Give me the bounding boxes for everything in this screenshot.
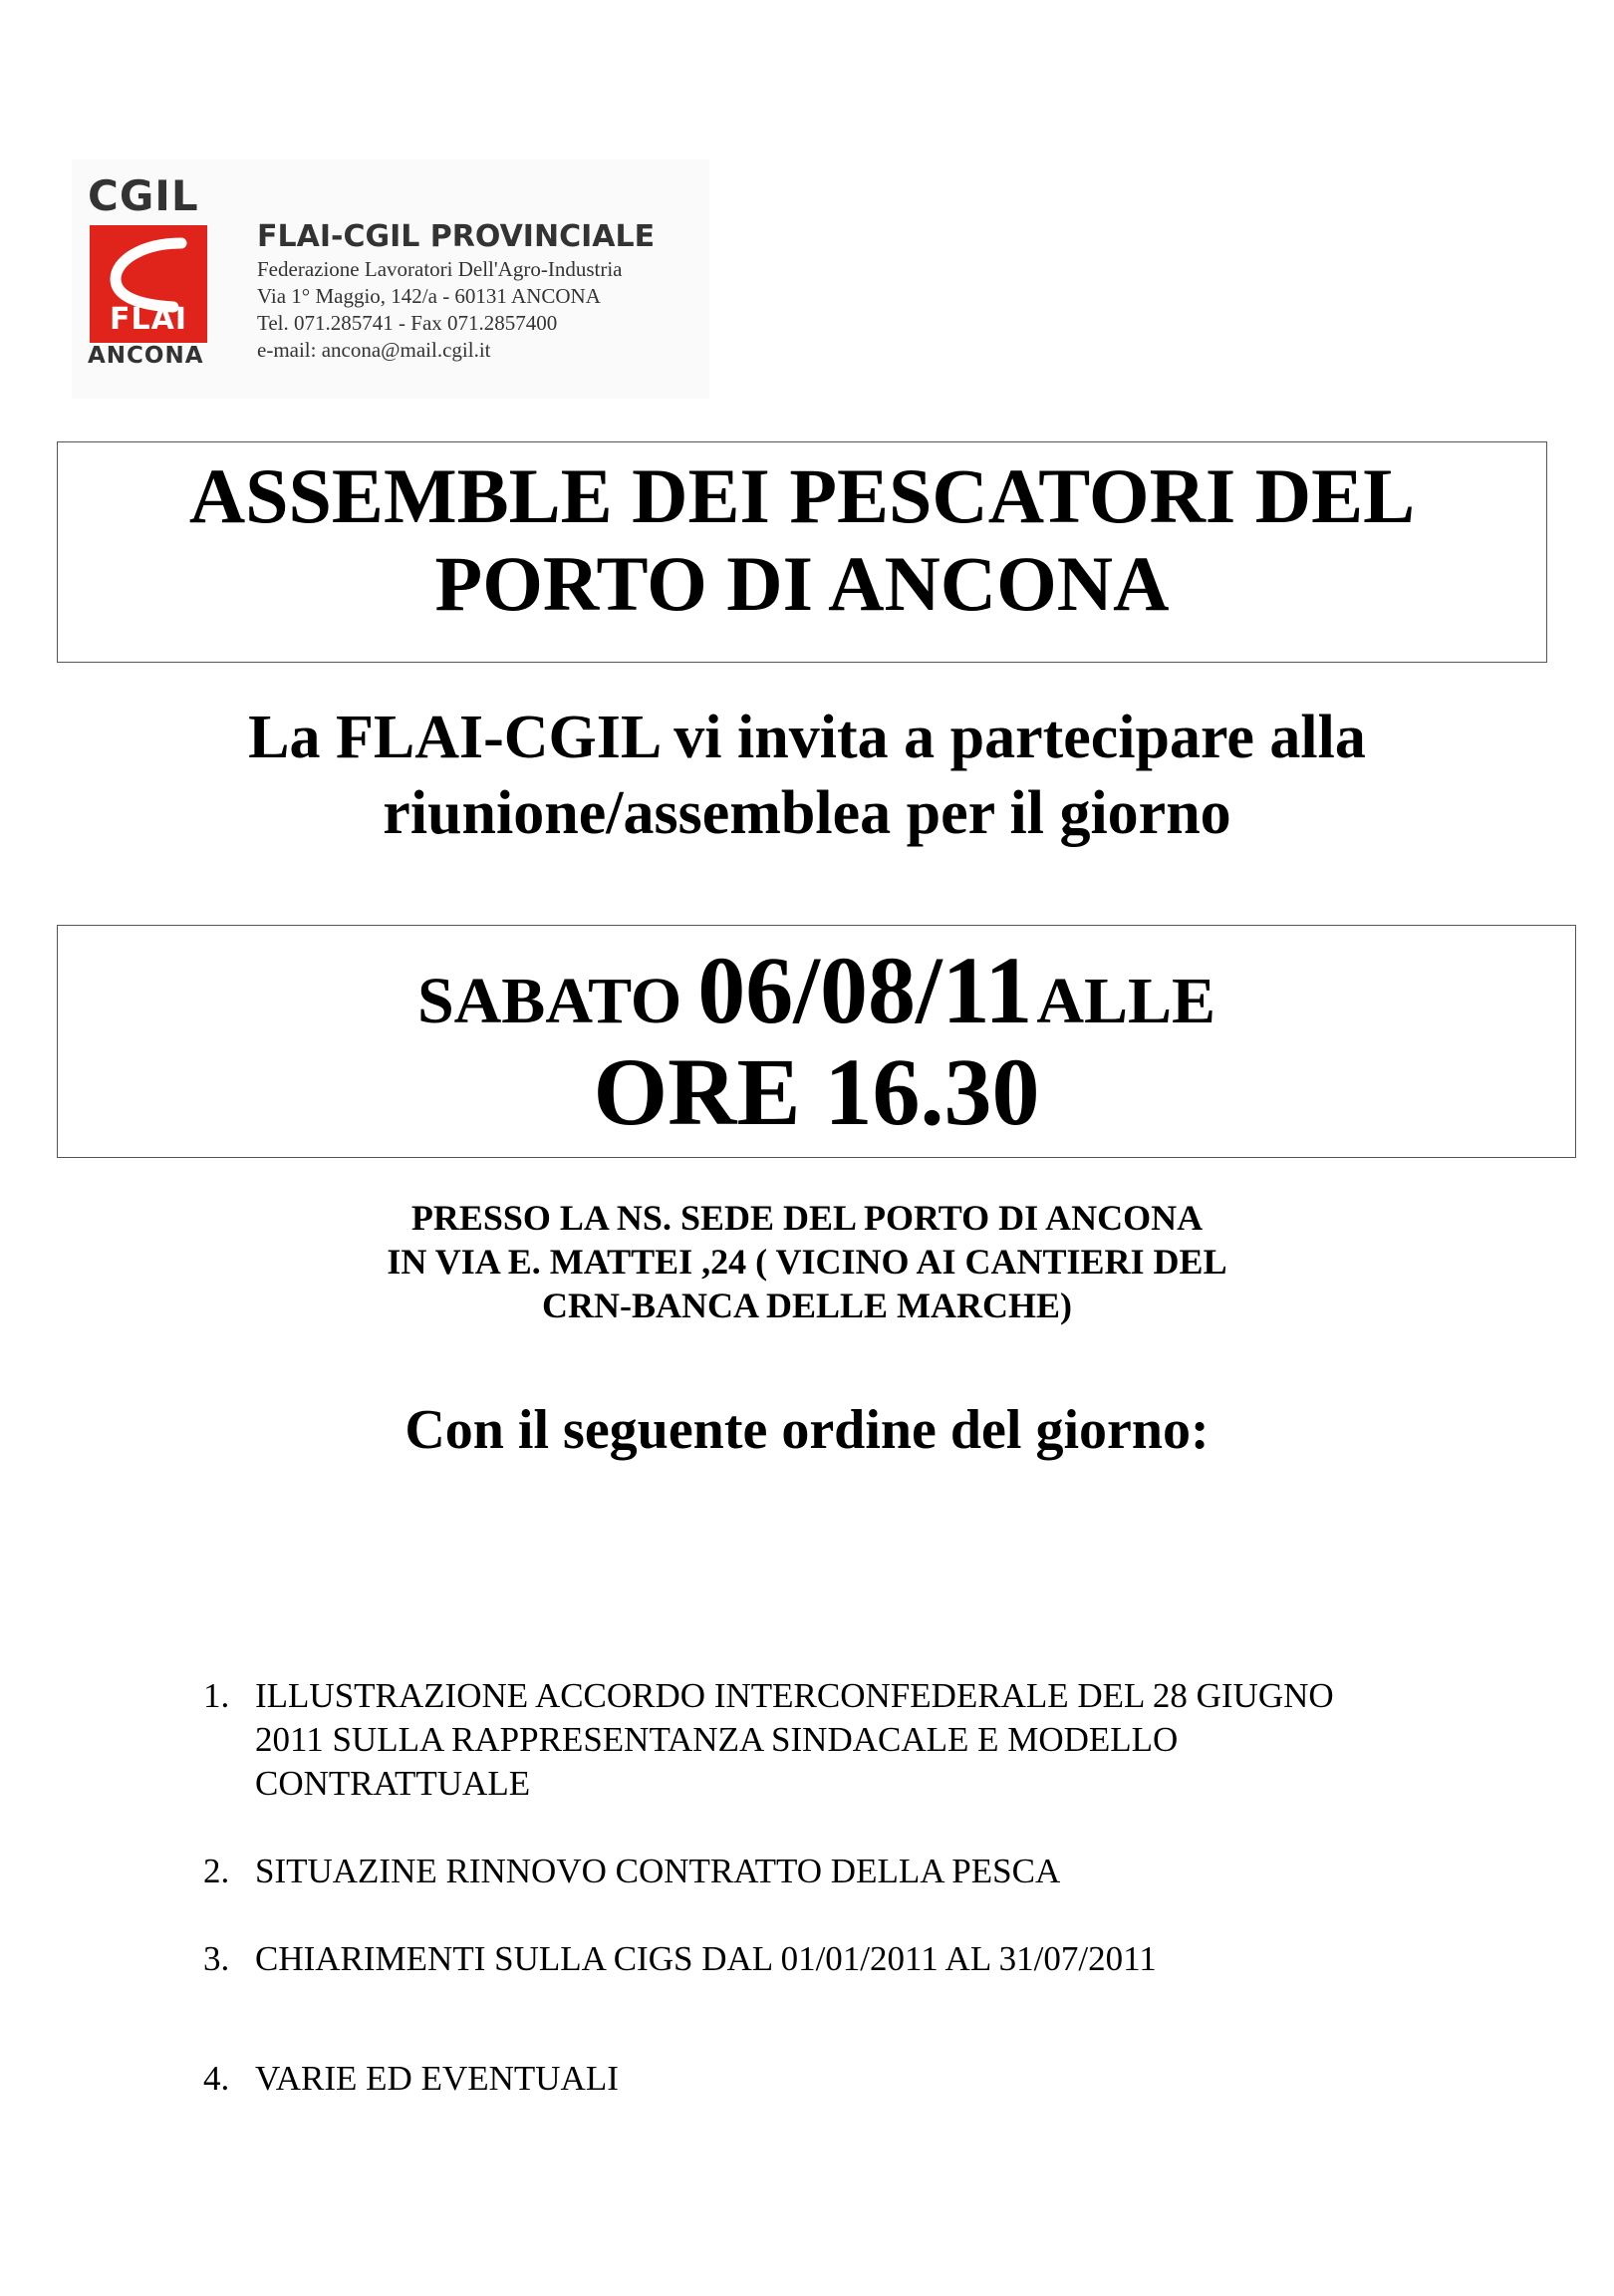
agenda-item-number: 3. <box>203 1939 230 1978</box>
invite-line-2: riunione/assemblea per il giorno <box>383 779 1231 847</box>
agenda-heading: Con il seguente ordine del giorno: <box>404 1399 1210 1461</box>
logo-cgil-text: CGIL <box>88 171 199 220</box>
title-line-1: ASSEMBLE DEI PESCATORI DEL <box>188 452 1416 539</box>
logo-city-text: ANCONA <box>88 343 204 369</box>
event-date: 06/08/11 <box>697 937 1033 1043</box>
event-time: ORE 16.30 <box>593 1038 1040 1145</box>
title-box <box>57 441 1547 663</box>
place-line-1: PRESSO LA NS. SEDE DEL PORTO DI ANCONA <box>410 1198 1204 1238</box>
org-email: e-mail: ancona@mail.cgil.it <box>257 338 491 362</box>
agenda-item-text: VARIE ED EVENTUALI <box>255 2059 619 2098</box>
agenda-item-text: CHIARIMENTI SULLA CIGS DAL 01/01/2011 AL 31/07/2011 <box>255 1939 1157 1978</box>
org-phone-fax: Tel. 071.285741 - Fax 071.2857400 <box>257 311 558 335</box>
agenda-item-text: SITUAZINE RINNOVO CONTRATTO DELLA PESCA <box>255 1852 1061 1890</box>
flai-logo <box>90 225 207 343</box>
place-line-3: CRN-BANCA DELLE MARCHE) <box>541 1286 1073 1325</box>
logo-flai-text: FLAI <box>110 302 187 337</box>
agenda-item-text: ILLUSTRAZIONE ACCORDO INTERCONFEDERALE DEL 28 GIUGNO <box>255 1676 1334 1715</box>
invite-line-1: La FLAI-CGIL vi invita a partecipare alla <box>248 704 1366 771</box>
org-description: Federazione Lavoratori Dell'Agro-Industria <box>257 257 623 281</box>
agenda-item-text: CONTRATTUALE <box>255 1764 531 1803</box>
alle-label: ALLE <box>1036 965 1216 1037</box>
title-line-2: PORTO DI ANCONA <box>434 540 1170 627</box>
agenda-item-number: 4. <box>203 2059 230 2098</box>
agenda-item-text: 2011 SULLA RAPPRESENTANZA SINDACALE E MODELLO <box>255 1720 1179 1759</box>
date-time-box <box>57 925 1576 1158</box>
agenda-item-number: 1. <box>203 1676 230 1715</box>
org-name: FLAI-CGIL PROVINCIALE <box>257 219 656 254</box>
day-label: SABATO <box>416 965 682 1037</box>
agenda-item-number: 2. <box>203 1852 230 1890</box>
org-address: Via 1° Maggio, 142/a - 60131 ANCONA <box>257 284 601 308</box>
place-line-2: IN VIA E. MATTEI ,24 ( VICINO AI CANTIERI DEL <box>387 1242 1227 1282</box>
